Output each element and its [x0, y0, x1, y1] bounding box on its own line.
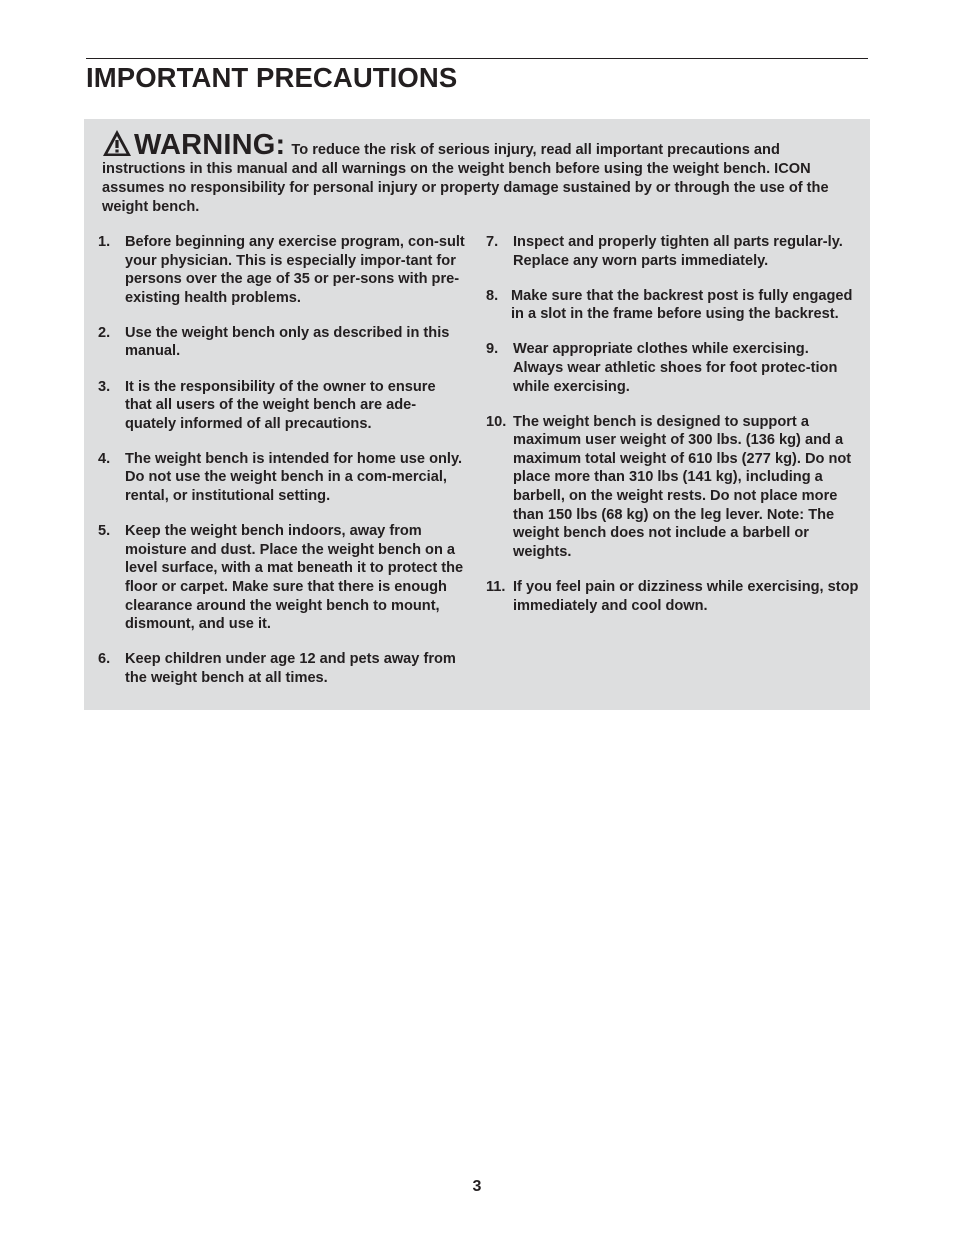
precaution-text: Make sure that the backrest post is fully engaged in a slot in the frame before using the backrest.	[511, 287, 853, 323]
precaution-item	[98, 233, 466, 307]
precaution-text: Inspect and properly tighten all parts regular-ly. Replace any worn parts immediately.	[513, 234, 843, 269]
precaution-text: Wear appropriate clothes while exercising. Always wear athletic shoes for foot protec-tion while exercising.	[513, 341, 838, 395]
precautions-right-column	[486, 233, 860, 632]
precaution-number: 7.	[486, 234, 499, 250]
precaution-number: 3.	[98, 378, 111, 395]
warning-text-first: To reduce the risk of serious injury, read all important precautions and	[291, 142, 780, 158]
precaution-item	[98, 450, 466, 506]
precaution-number: 4.	[98, 450, 111, 467]
precaution-text: Before beginning any exercise program, con-sult your physician. This is especially impor-tant for persons over the age of 35 or per-sons with pre-existing health problems.	[125, 234, 465, 306]
precautions-left-column	[98, 233, 466, 704]
precaution-item	[98, 522, 466, 634]
precaution-number: 6.	[98, 651, 111, 668]
warning-text-rest: instructions in this manual and all warnings on the weight bench before using the weight bench. ICON assumes no responsibility for personal injury or property damage sustained by or through the use of the weight bench.	[102, 161, 829, 215]
precaution-text: Use the weight bench only as described in this manual.	[125, 324, 450, 360]
precaution-number: 9.	[486, 341, 499, 358]
precaution-number: 1.	[98, 234, 111, 250]
page-number: 3	[472, 1178, 482, 1195]
precaution-number: 2.	[98, 324, 111, 341]
warning-block	[102, 129, 842, 216]
precaution-item	[98, 324, 466, 361]
page-title: IMPORTANT PRECAUTIONS	[86, 62, 458, 93]
warning-label: WARNING:	[134, 129, 286, 161]
precaution-item	[98, 650, 466, 687]
precautions-panel	[84, 119, 870, 710]
precaution-item	[486, 413, 860, 562]
precaution-item	[486, 340, 860, 396]
precaution-number: 5.	[98, 523, 111, 540]
precaution-text: If you feel pain or dizziness while exercising, stop immediately and cool down.	[513, 578, 859, 614]
warning-triangle-icon	[102, 129, 132, 157]
precaution-number: 10.	[486, 413, 507, 430]
top-rule	[86, 58, 868, 59]
precaution-number: 11.	[486, 578, 506, 595]
precaution-text: Keep the weight bench indoors, away from moisture and dust. Place the weight bench on a level surface, with a mat beneath it to protect the floor or carpet. Make sure that there is enough clearance around the weight bench to mount, dismount, and use it.	[125, 523, 464, 633]
precaution-item	[486, 578, 860, 615]
precaution-item	[98, 378, 466, 434]
precaution-text: The weight bench is intended for home use only. Do not use the weight bench in a com-mercial, rental, or institutional setting.	[125, 450, 463, 505]
precaution-number: 8.	[486, 287, 499, 304]
precaution-item	[486, 287, 860, 324]
precaution-item	[486, 233, 860, 270]
precaution-text: The weight bench is designed to support a maximum user weight of 300 lbs. (136 kg) and a maximum total weight of 610 lbs (277 kg). Do not place more than 310 lbs (141 kg), including a barbell, on the weight rests. Do not place more than 150 lbs (68 kg) on the leg lever. Note: The weight bench does not include a barbell or weights.	[513, 413, 852, 560]
precaution-text: It is the responsibility of the owner to ensure that all users of the weight bench are ade-quately informed of all precautions.	[125, 378, 436, 432]
precaution-text: Keep children under age 12 and pets away from the weight bench at all times.	[125, 651, 456, 686]
